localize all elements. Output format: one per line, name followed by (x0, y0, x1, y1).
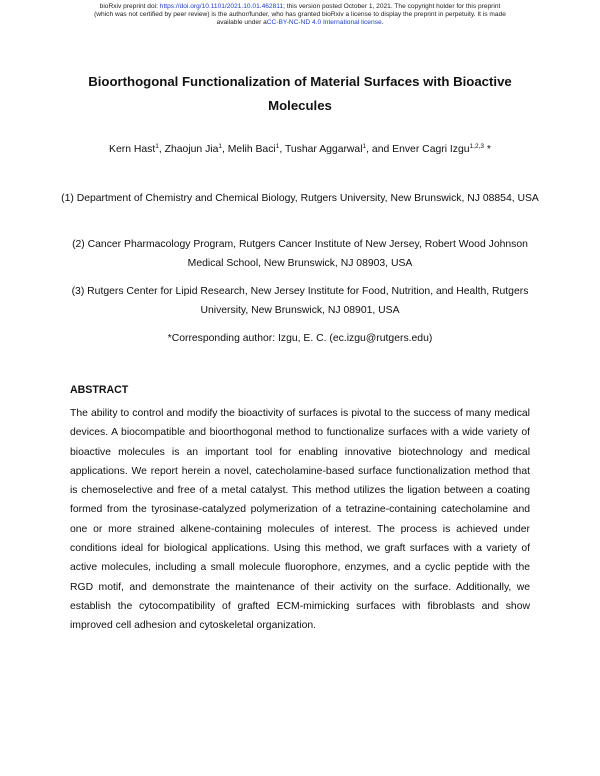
license-link[interactable]: CC-BY-NC-ND 4.0 International license (266, 19, 382, 26)
abstract-body: The ability to control and modify the bioactivity of surfaces is pivotal to the success of many medical devices. A biocompatible and bioorthogonal method to functionalize surfaces with a wide variety of bioactive molecules is an important tool for enabling innovative biotechnology and medical applications. We report herein a novel, catecholamine-based surface functionalization method that is chemoselective and free of a metal catalyst. This method utilizes the ligation between a coating formed from the tyrosinase-catalyzed polymerization of a tetrazine-containing catecholamine and one or more strained alkene-containing molecules of interest. The process is achieved under conditions ideal for biological applications. Using this method, we graft surfaces with a variety of active molecules, including a small molecule fluorophore, enzymes, and a cyclic peptide with the RGD motif, and demonstrate the maintenance of their activity on the surface. Additionally, we establish the cytocompatibility of grafted ECM-mimicking surfaces with fibroblasts and show improved cell adhesion and cytoskeletal organization. (70, 408, 530, 632)
author: Enver Cagri Izgu$^{1,2,3}$ * (392, 143, 491, 155)
author: Tushar Aggarwal$^1$, and (284, 143, 393, 155)
author: Zhaojun Jia$^1$, (164, 143, 228, 155)
preprint-header (40, 3, 560, 27)
abstract-heading: ABSTRACT (70, 384, 129, 396)
author-list (40, 143, 560, 157)
paper-title: Bioorthogonal Functionalization of Material Surfaces with Bioactive Molecules (88, 74, 512, 113)
corresponding-author: *Corresponding author: Izgu, E. C. (ec.izgu@rutgers.edu) (167, 333, 433, 344)
doi-link[interactable]: https://doi.org/10.1101/2021.10.01.462811 (159, 3, 284, 10)
author: Melih Baci$^1$, (227, 143, 285, 155)
preprint-header-line2: (which was not certified by peer review) is the author/funder, who has granted bioRxiv a license to display the preprint in perpetuity. It is made (94, 11, 506, 18)
affiliation-3: (3) Rutgers Center for Lipid Research, New Jersey Institute for Food, Nutrition, and Health, Rutgers University, New Brunswick, NJ 08901, USA (71, 286, 529, 316)
affiliation-1: (1) Department of Chemistry and Chemical Biology, Rutgers University, New Brunswick, NJ 08854, USA (61, 193, 539, 204)
preprint-header-line1: bioRxiv preprint doi: https://doi.org/10.1101/2021.10.01.462811; this version posted October 1, 2021. The copyright holder for this preprint (99, 3, 501, 10)
preprint-header-line3: available under aCC-BY-NC-ND 4.0 International license. (216, 19, 384, 26)
affiliation-2: (2) Cancer Pharmacology Program, Rutgers Cancer Institute of New Jersey, Robert Wood Johnson Medical School, New Brunswick, NJ 08903, USA (72, 239, 528, 269)
author: Kern Hast$^1$, (109, 143, 165, 155)
